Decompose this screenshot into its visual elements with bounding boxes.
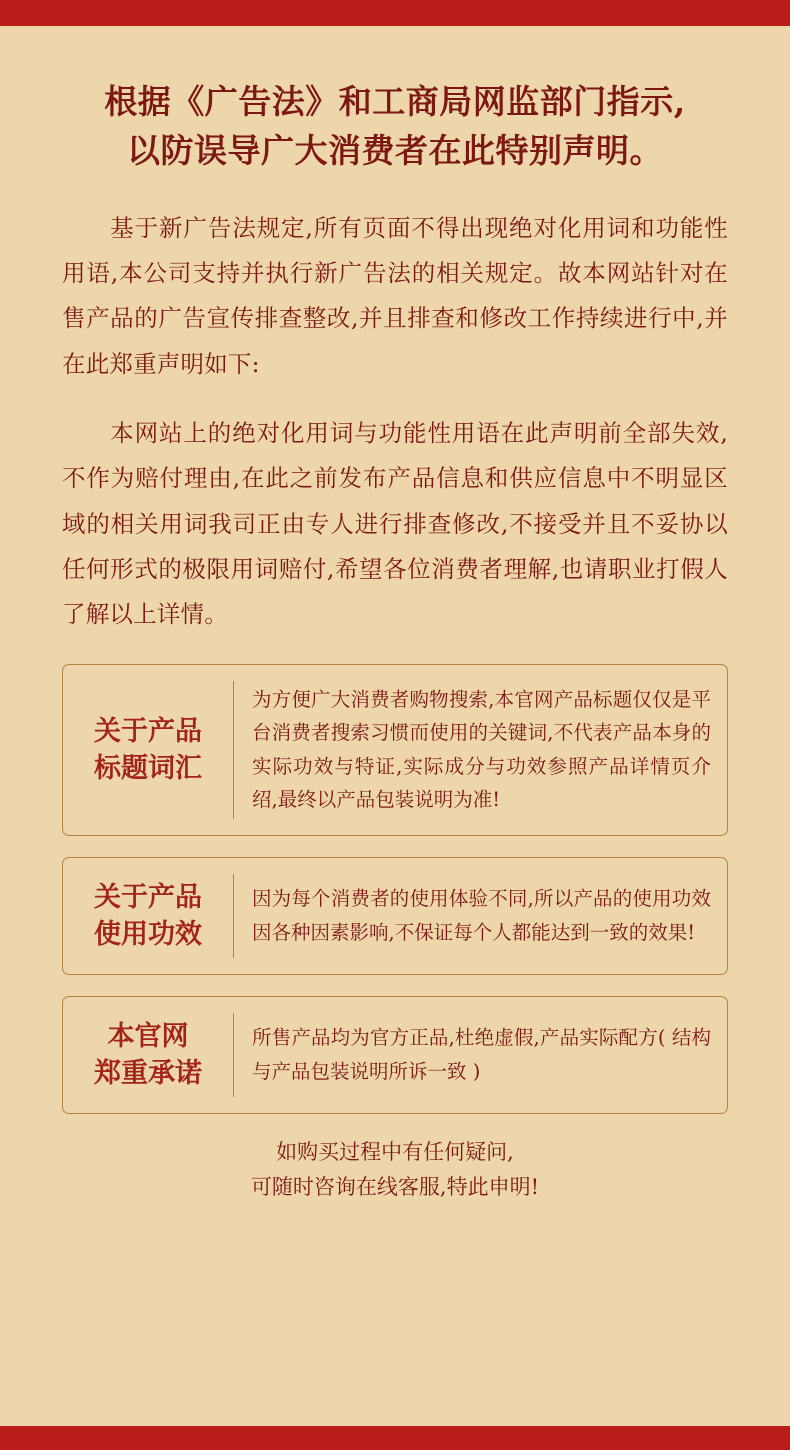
notice-body <box>62 206 728 638</box>
card-title-line-1: 关于产品 <box>94 881 202 913</box>
card-title <box>63 665 233 835</box>
card-title-line-2: 郑重承诺 <box>94 1057 202 1089</box>
notice-paragraph-1: 基于新广告法规定,所有页面不得出现绝对化用词和功能性用语,本公司支持并执行新广告法的相关规定。故本网站针对在售产品的广告宣传排查整改,并且排查和修改工作持续进行中,并在此郑重声明如下: <box>62 213 728 378</box>
card-title <box>63 997 233 1113</box>
notice-paragraph-2: 本网站上的绝对化用词与功能性用语在此声明前全部失效,不作为赔付理由,在此之前发布产品信息和供应信息中不明显区域的相关用词我司正由专人进行排查修改,不接受并且不妥协以任何形式的极限用词赔付,希望各位消费者理解,也请职业打假人了解以上详情。 <box>62 419 728 629</box>
card-title-line-1: 本官网 <box>107 1020 189 1052</box>
card-title <box>63 858 233 974</box>
card-body-text: 为方便广大消费者购物搜索,本官网产品标题仅仅是平台消费者搜索习惯而使用的关键词,不代表产品本身的实际功效与特证,实际成分与功效参照产品详情页介绍,最终以产品包装说明为准! <box>252 687 711 812</box>
notice-footer <box>62 1135 728 1204</box>
page-title-line-1: 根据《广告法》和工商局网监部门指示, <box>104 82 686 121</box>
card-title-line-2: 标题词汇 <box>94 752 202 784</box>
card-title-line-2: 使用功效 <box>94 918 202 950</box>
card-body-text: 因为每个消费者的使用体验不同,所以产品的使用功效因各种因素影响,不保证每个人都能达到一致的效果! <box>252 887 711 944</box>
footer-line-2: 可随时咨询在线客服,特此申明! <box>250 1174 540 1199</box>
notice-sheet <box>0 26 790 1426</box>
card-product-title-wording <box>62 664 728 836</box>
page-title-line-2: 以防误导广大消费者在此特别声明。 <box>127 130 663 170</box>
bottom-accent-bar <box>0 1426 790 1450</box>
notice-cards <box>62 664 728 1114</box>
card-title-line-1: 关于产品 <box>94 715 202 747</box>
card-official-promise <box>62 996 728 1114</box>
card-body-text: 所售产品均为官方正品,杜绝虚假,产品实际配方( 结构与产品包装说明所诉一致 ) <box>252 1026 711 1083</box>
top-accent-bar <box>0 0 790 26</box>
page-title <box>62 26 728 176</box>
card-product-efficacy <box>62 857 728 975</box>
footer-line-1: 如购买过程中有任何疑问, <box>276 1139 514 1164</box>
